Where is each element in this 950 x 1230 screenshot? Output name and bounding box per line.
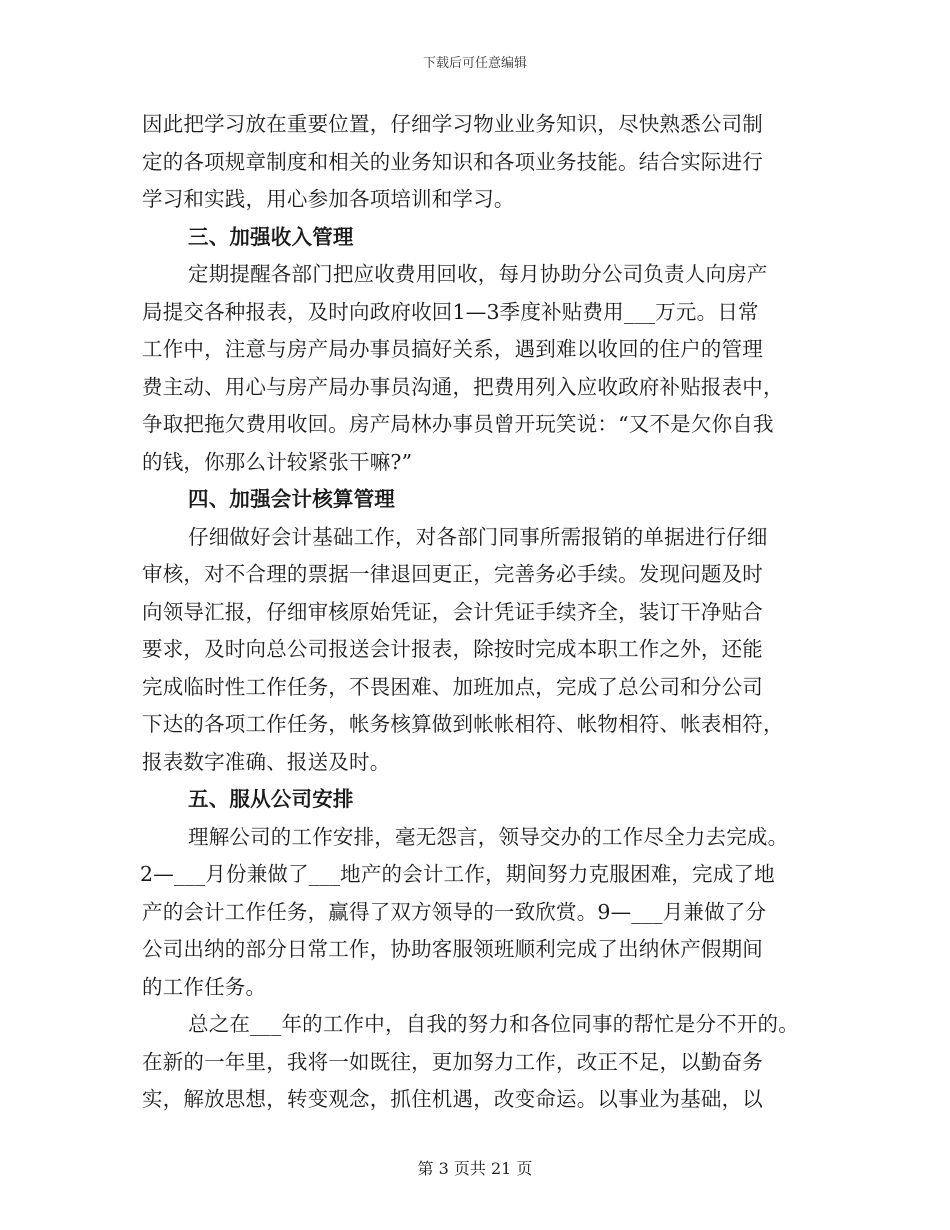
section-heading-5: 五、服从公司安排 — [188, 787, 354, 811]
body-line: 下达的各项工作任务，帐务核算做到帐帐相符、帐物相符、帐表相符， — [142, 712, 784, 736]
body-line: 理解公司的工作安排，毫无怨言，领导交办的工作尽全力去完成。 — [188, 824, 789, 849]
body-line: 争取把拖欠费用收回。房产局林办事员曾开玩笑说：“又不是欠你自我 — [142, 412, 774, 436]
body-line: 定期提醒各部门把应收费用回收，每月协助分公司负责人向房产 — [188, 262, 768, 286]
body-line: 实，解放思想，转变观念，抓住机遇，改变命运。以事业为基础，以 — [142, 1087, 763, 1111]
body-line: 2—___月份兼做了___地产的会计工作，期间努力克服困难，完成了地 — [140, 862, 775, 886]
body-line: 仔细做好会计基础工作，对各部门同事所需报销的单据进行仔细 — [188, 524, 768, 549]
body-line: 报表数字准确、报送及时。 — [142, 749, 391, 774]
body-line: 定的各项规章制度和相关的业务知识和各项业务技能。结合实际进行 — [142, 149, 763, 174]
body-line: 的钱，你那么计较紧张干嘛?” — [142, 449, 413, 474]
body-line: 因此把学习放在重要位置，仔细学习物业业务知识，尽快熟悉公司制 — [142, 112, 763, 136]
body-line: 产的会计工作任务，赢得了双方领导的一致欣赏。9—___月兼做了分 — [142, 899, 767, 924]
body-line: 总之在___年的工作中，自我的努力和各位同事的帮忙是分不开的。 — [188, 1012, 799, 1036]
body-line: 向领导汇报，仔细审核原始凭证，会计凭证手续齐全，装订干净贴合 — [142, 599, 763, 624]
page-footer: 第 3 页共 21 页 — [417, 1159, 533, 1178]
document-body — [142, 106, 832, 1119]
body-line: 公司出纳的部分日常工作，协助客服领班顺利完成了出纳休产假期间 — [142, 937, 763, 961]
body-line: 在新的一年里，我将一如既往，更加努力工作，改正不足，以勤奋务 — [142, 1049, 763, 1074]
body-line: 工作中，注意与房产局办事员搞好关系，遇到难以收回的住户的管理 — [142, 337, 763, 361]
page-header: 下载后可任意编辑 — [422, 56, 527, 71]
body-line: 局提交各种报表，及时向政府收回1—3季度补贴费用___万元。日常 — [142, 299, 759, 324]
body-line: 完成临时性工作任务，不畏困难、加班加点，完成了总公司和分公司 — [142, 674, 763, 699]
body-line: 费主动、用心与房产局办事员沟通，把费用列入应收政府补贴报表中， — [142, 374, 784, 399]
body-line: 的工作任务。 — [142, 974, 267, 999]
body-line: 要求，及时向总公司报送会计报表，除按时完成本职工作之外，还能 — [142, 637, 763, 661]
section-heading-3: 三、加强收入管理 — [188, 224, 354, 249]
section-heading-4: 四、加强会计核算管理 — [188, 487, 395, 511]
body-line: 学习和实践，用心参加各项培训和学习。 — [142, 187, 515, 211]
body-line: 审核，对不合理的票据一律退回更正，完善务必手续。发现问题及时 — [142, 562, 763, 586]
